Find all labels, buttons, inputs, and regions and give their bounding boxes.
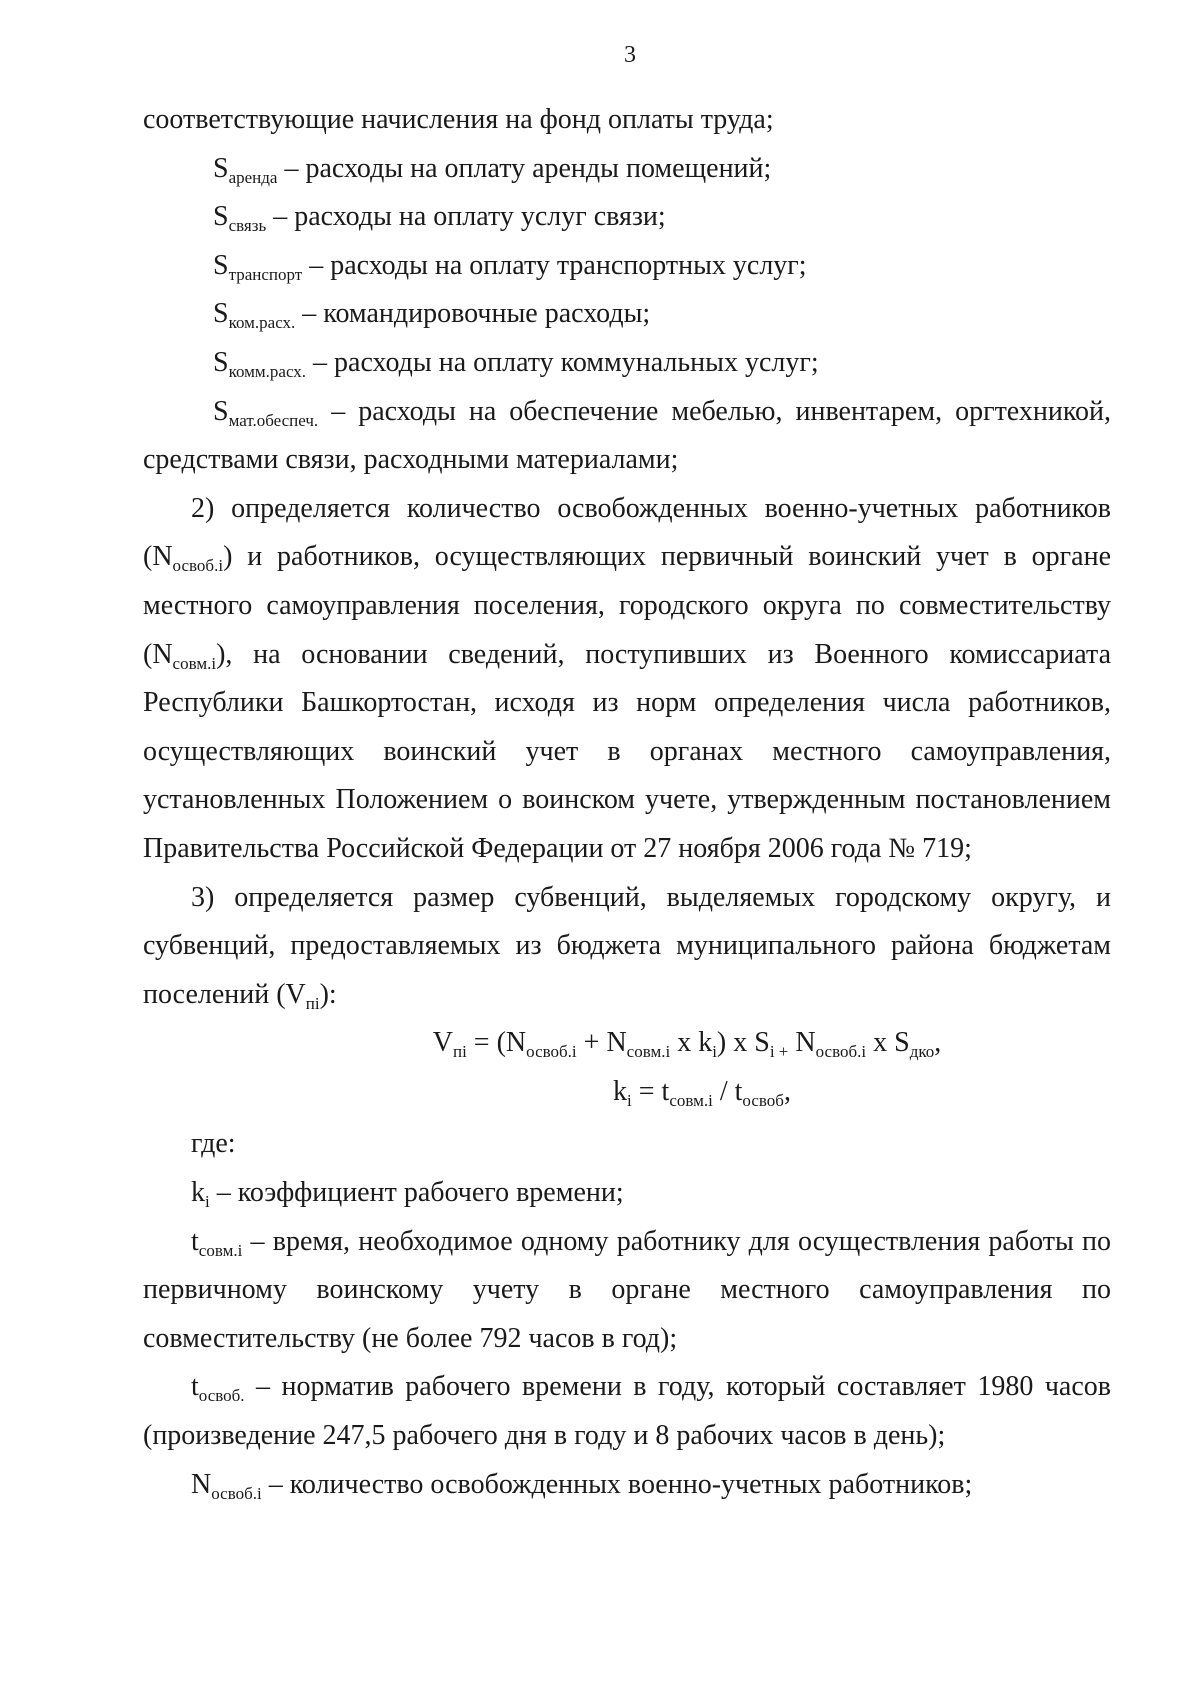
definition-text: – норматив рабочего времени в году, который составляет 1980 часов (произведение 247,5 рабочего дня в году и 8 рабочих часов в день); bbox=[143, 1371, 1111, 1452]
formula-part: , bbox=[934, 1027, 942, 1059]
subscript: совм.i bbox=[172, 653, 217, 673]
subscript: пi bbox=[305, 993, 320, 1013]
subscript: совм.i bbox=[669, 1090, 713, 1110]
formula-part: N bbox=[788, 1027, 816, 1059]
subscript: освоб.i bbox=[211, 1483, 262, 1503]
document-body bbox=[143, 96, 1111, 1509]
formula-part: + N bbox=[576, 1027, 627, 1059]
paragraph-transport bbox=[143, 242, 1111, 291]
symbol-t: t bbox=[191, 1371, 199, 1403]
subscript: связь bbox=[228, 216, 267, 236]
formula-part: ) x S bbox=[716, 1027, 770, 1059]
definition-text: – расходы на обеспечение мебелью, инвентарем, оргтехникой, средствами связи, расходными материалами; bbox=[143, 395, 1111, 476]
formula-part: = t bbox=[631, 1075, 670, 1107]
formula-vpi bbox=[143, 1019, 1111, 1068]
paragraph-gde bbox=[143, 1120, 1111, 1169]
subscript: освоб.i bbox=[172, 556, 224, 576]
subscript: освоб.i bbox=[526, 1042, 577, 1062]
symbol-k: k bbox=[191, 1177, 205, 1209]
page-number: 3 bbox=[624, 42, 636, 68]
subscript: освоб.i bbox=[815, 1042, 867, 1062]
formula-part: x k bbox=[670, 1027, 713, 1059]
formula-part: k bbox=[613, 1075, 628, 1107]
paragraph-item-2 bbox=[143, 485, 1111, 874]
subscript: i bbox=[627, 1090, 632, 1110]
item-2-text: ) и работников, осуществляющих первичный воинский учет в органе местного самоуправления поселения, городского округа по совместительству (N bbox=[143, 541, 1111, 670]
symbol-s: S bbox=[213, 249, 229, 281]
definition-text: – расходы на оплату аренды помещений; bbox=[277, 152, 772, 184]
subscript: i bbox=[205, 1192, 210, 1212]
symbol-s: S bbox=[213, 152, 229, 184]
subscript: мат.обеспеч. bbox=[228, 410, 319, 430]
symbol-s: S bbox=[213, 201, 229, 233]
subscript: совм.i bbox=[198, 1240, 243, 1260]
item-3-text: ): bbox=[319, 978, 337, 1010]
item-2-text: ), на основании сведений, поступивших из Военного комиссариата Республики Башкортостан, исходя из норм определения числа работников, осуществляющих воинский учет в органах местного самоуправления, установленных Положением о воинском учете, утвержденным постановлением Правительства Российской Федерации от 27 ноября 2006 года № 719; bbox=[143, 638, 1111, 864]
symbol-n: N bbox=[191, 1468, 212, 1500]
paragraph-arenda bbox=[143, 145, 1111, 194]
symbol-s: S bbox=[213, 346, 229, 378]
paragraph-kommras bbox=[143, 339, 1111, 388]
subscript: освоб bbox=[742, 1090, 784, 1110]
definition-text: – время, необходимое одному работнику для осуществления работы по первичному воинскому учету в органе местного самоуправления по совместительству (не более 792 часов в год); bbox=[143, 1225, 1111, 1354]
definition-text: – командировочные расходы; bbox=[295, 298, 651, 330]
paragraph-tsovm bbox=[143, 1218, 1111, 1364]
formula-part: x S bbox=[866, 1027, 910, 1059]
paragraph-ki bbox=[143, 1169, 1111, 1218]
subscript: пi bbox=[452, 1042, 467, 1062]
subscript: i + bbox=[769, 1042, 789, 1062]
subscript: дко bbox=[909, 1042, 935, 1062]
paragraph-svyaz bbox=[143, 193, 1111, 242]
definition-text: – расходы на оплату услуг связи; bbox=[266, 201, 666, 233]
text-fot: соответствующие начисления на фонд оплаты труда; bbox=[143, 104, 774, 135]
paragraph-mat bbox=[143, 388, 1111, 485]
formula-part: , bbox=[783, 1075, 791, 1107]
subscript: комм.расх. bbox=[228, 361, 307, 381]
subscript: совм.i bbox=[626, 1042, 671, 1062]
subscript: i bbox=[712, 1042, 717, 1062]
symbol-s: S bbox=[213, 298, 229, 330]
definition-text: – расходы на оплату транспортных услуг; bbox=[302, 249, 807, 281]
symbol-s: S bbox=[213, 395, 229, 427]
subscript: ком.расх. bbox=[228, 313, 296, 333]
paragraph-fot bbox=[143, 96, 1111, 145]
symbol-t: t bbox=[191, 1225, 199, 1257]
formula-part: V bbox=[432, 1027, 453, 1059]
subscript: аренда bbox=[228, 167, 278, 187]
definition-text: – расходы на оплату коммунальных услуг; bbox=[306, 346, 819, 378]
subscript: освоб. bbox=[198, 1386, 245, 1406]
paragraph-nosvob bbox=[143, 1461, 1111, 1510]
item-2-text: 2) определяется количество освобожденных военно-учетных работников (N bbox=[143, 492, 1111, 573]
where-label: где: bbox=[191, 1128, 236, 1160]
paragraph-tosvob bbox=[143, 1363, 1111, 1460]
definition-text: – коэффициент рабочего времени; bbox=[209, 1177, 624, 1209]
formula-part: = (N bbox=[466, 1027, 527, 1059]
subscript: транспорт bbox=[228, 264, 303, 284]
paragraph-komras bbox=[143, 290, 1111, 339]
formula-part: / t bbox=[712, 1075, 743, 1107]
formula-ki bbox=[143, 1068, 1111, 1117]
paragraph-item-3 bbox=[143, 874, 1111, 1020]
definition-text: – количество освобожденных военно-учетных работников; bbox=[261, 1468, 973, 1500]
item-3-text: 3) определяется размер субвенций, выделяемых городскому округу, и субвенций, предоставляемых из бюджета муниципального района бюджетам поселений (V bbox=[143, 881, 1111, 1010]
